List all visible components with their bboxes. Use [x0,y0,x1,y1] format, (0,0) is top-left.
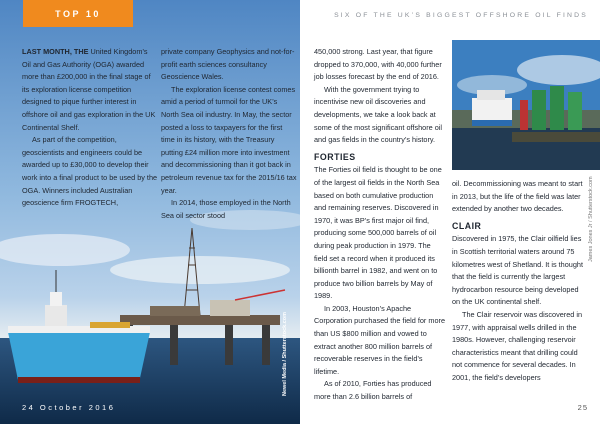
column-4 [452,178,586,385]
column-2 [161,46,297,222]
photo-credit-left: Newel Media / Shutterstock.com [282,311,288,396]
paragraph: In 2014, those employed in the North Sea oil sector stood [161,198,291,220]
forties-heading: FORTIES [314,151,356,162]
section-tab: TOP 10 [23,0,133,27]
lead-in: LAST MONTH, THE [22,47,89,56]
page-number-right: 25 [577,403,588,412]
paragraph: As part of the competition, geoscientists and engineers could be awarded up to £30,000 to develop their work into a final product to be used by the OGA. Winners included Australian geoscience firm FROGTECH, [22,135,158,208]
page-number-left: 24 October 2016 [22,403,116,412]
paragraph: Discovered in 1975, the Clair oilfield lies in Scottish territorial waters around 75 kilometres west of Shetland. It is thought that the field is currently the largest hydrocarbon resource being developed on the UK continental shelf. [452,234,584,307]
clair-heading: CLAIR [452,220,482,231]
paragraph: The exploration license contest comes amid a period of turmoil for the UK’s North Sea oil industry. In May, the sector posted a loss to taxpayers for the first time in its history, with the Treasury putting £24 million more into investment and decommissioning than it got back in petroleum revenue tax for the 2015/16 tax year. [161,84,297,195]
paragraph: The Forties oil field is thought to be one of the largest oil fields in the North Sea based on both cumulative production and remaining reserves. Discovered in 1970, it was BP’s first major oil find, producing some 500,000 barrels of oil during peak production in 1979. The field set a record when it produced its billionth barrel in 1982, and went on to produce two billion barrels by May of 1989. [314,165,442,301]
paragraph: With the government trying to incentivise new oil discoveries and developments, we take a look back at some of the most significant offshore oil and gas fields in the country’s history. [314,84,443,145]
column-3 [314,46,446,404]
intro-paragraph: LAST MONTH, THE United Kingdom’s Oil and Gas Authority (OGA) awarded more than £200,000 in the final stage of its exploration license competition designed to pique further interest in offshore oil and gas exploration in the UK Continental Shelf. [22,47,156,132]
paragraph: oil. Decommissioning was meant to start in 2013, but the life of the field was later extended by another two decades. [452,179,583,214]
photo-credit-right: James Jones Jr / Shutterstock.com [588,176,594,262]
running-head: SIX OF THE UK’S BIGGEST OFFSHORE OIL FINDS [334,12,588,19]
paragraph: 450,000 strong. Last year, that figure dropped to 370,000, with 40,000 further job losses forecast by the end of 2016. [314,47,442,82]
column-1 [22,46,158,210]
oil-terminal-photo [452,40,600,170]
paragraph: private company Geophysics and not-for-profit earth sciences consultancy Geoscience Wales. [161,47,295,82]
paragraph: The Clair reservoir was discovered in 1977, with appraisal wells drilled in the 1980s. However, challenging reservoir characteristics meant that drilling could not commence for several decades. In 2001, the field’s developers [452,309,583,382]
paragraph: As of 2010, Forties has produced more than 2.6 billion barrels of [314,379,432,402]
paragraph: In 2003, Houston’s Apache Corporation purchased the field for more than US $800 million and vowed to extract another 800 million barrels of recoverable reserves in the field’s lifetime. [314,303,446,376]
